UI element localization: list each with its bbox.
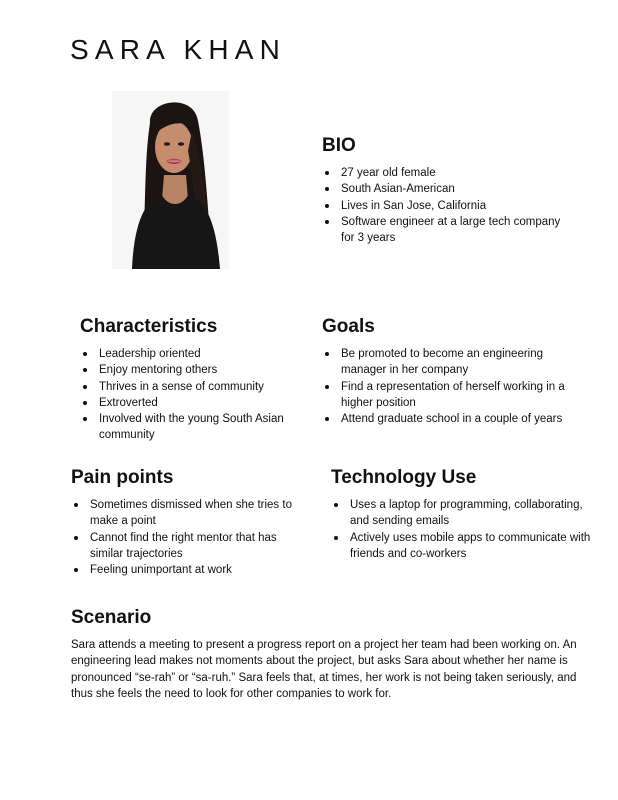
- list-item: Software engineer at a large tech company for 3 years: [322, 214, 562, 247]
- persona-photo: [112, 91, 229, 269]
- list-item: Involved with the young South Asian community: [80, 411, 306, 444]
- goals-section: [322, 316, 590, 427]
- list-item: Thrives in a sense of community: [80, 379, 306, 395]
- pain-points-list: [71, 497, 301, 578]
- characteristics-heading: Characteristics: [80, 316, 218, 337]
- list-item: 27 year old female: [322, 165, 562, 181]
- technology-section: [331, 467, 591, 562]
- list-item: Sometimes dismissed when she tries to make a point: [71, 497, 301, 530]
- list-item: Actively uses mobile apps to communicate with friends and co-workers: [331, 530, 591, 563]
- pain-points-section: [71, 467, 301, 578]
- bio-heading: BIO: [322, 135, 356, 156]
- scenario-text: Sara attends a meeting to present a progress report on a project her team had been working on. An engineering lead makes not moments about the project, but asks Sara about whether her name is pronounced “se-rah” or “sa-ruh.” Sara feels that, at times, her work is not being taken seriously, and thus she feels the need to look for other companies to work for.: [71, 639, 577, 700]
- persona-name: SARA KHAN: [70, 34, 287, 65]
- pain-points-heading: Pain points: [71, 467, 174, 488]
- list-item: Extroverted: [80, 395, 306, 411]
- list-item: Feeling unimportant at work: [71, 562, 301, 578]
- characteristics-section: [80, 316, 306, 444]
- bio-section: [322, 135, 562, 246]
- scenario-heading: Scenario: [71, 607, 152, 628]
- list-item: Uses a laptop for programming, collaborating, and sending emails: [331, 497, 591, 530]
- list-item: Attend graduate school in a couple of years: [322, 411, 590, 427]
- characteristics-list: [80, 346, 306, 444]
- list-item: Cannot find the right mentor that has similar trajectories: [71, 530, 301, 563]
- bio-list: [322, 165, 562, 246]
- goals-list: [322, 346, 590, 427]
- list-item: Be promoted to become an engineering manager in her company: [322, 346, 590, 379]
- technology-list: [331, 497, 591, 562]
- list-item: South Asian-American: [322, 181, 562, 197]
- list-item: Enjoy mentoring others: [80, 362, 306, 378]
- scenario-section: [71, 607, 586, 702]
- list-item: Leadership oriented: [80, 346, 306, 362]
- list-item: Lives in San Jose, California: [322, 198, 562, 214]
- technology-heading: Technology Use: [331, 467, 477, 488]
- list-item: Find a representation of herself working in a higher position: [322, 379, 590, 412]
- goals-heading: Goals: [322, 316, 375, 337]
